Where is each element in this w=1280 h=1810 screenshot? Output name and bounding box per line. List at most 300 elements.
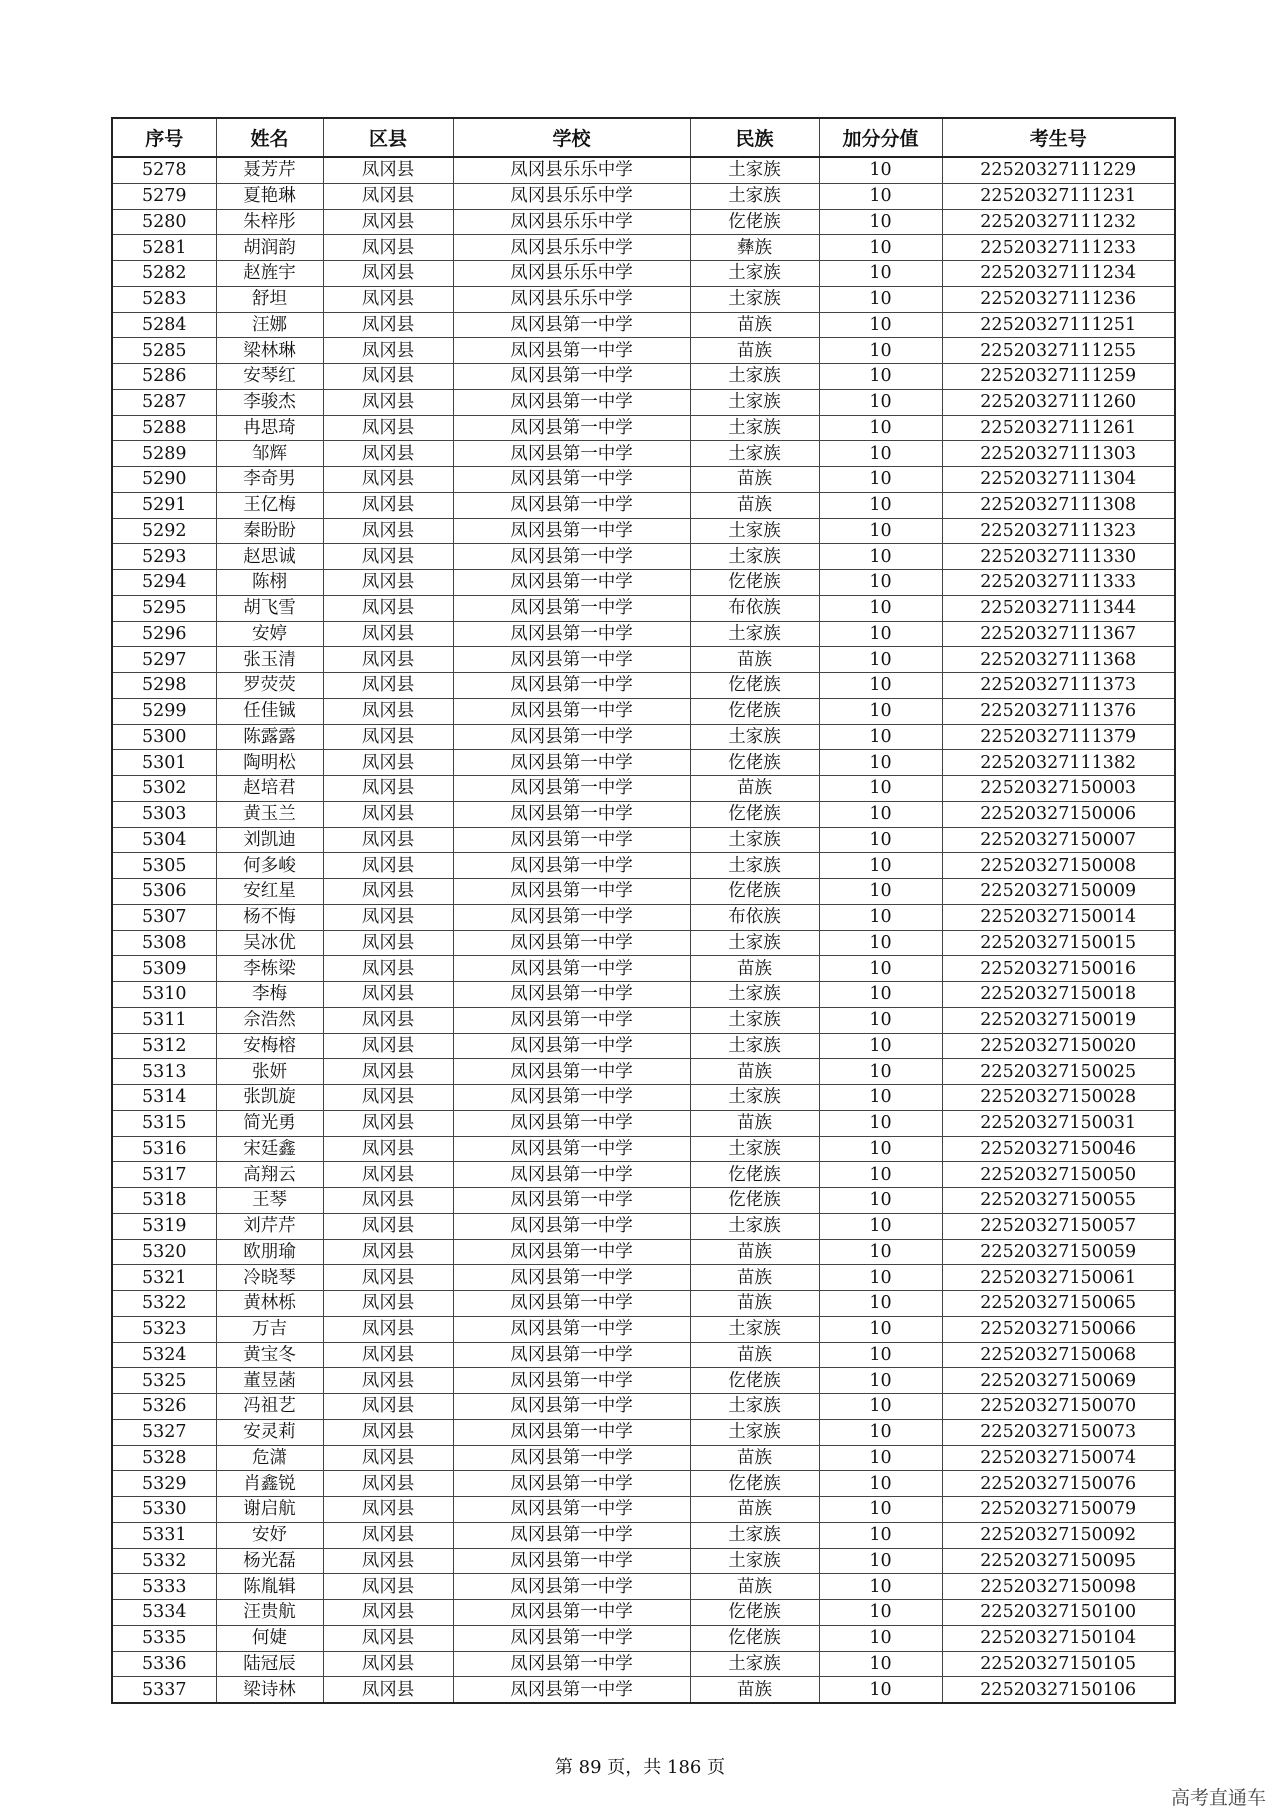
- cell-ethnicity: 仡佬族: [690, 1368, 819, 1394]
- cell-bonus-points: 10: [819, 1445, 942, 1471]
- cell-ethnicity: 苗族: [690, 956, 819, 982]
- cell-school: 凤冈县第一中学: [453, 827, 690, 853]
- cell-name: 赵旌宇: [216, 261, 323, 287]
- cell-county: 凤冈县: [323, 338, 453, 364]
- cell-name: 李梅: [216, 982, 323, 1008]
- table-row: [112, 1677, 1175, 1703]
- table-body: [112, 157, 1175, 1703]
- cell-exam-id: 22520327150003: [942, 776, 1175, 802]
- table-row: [112, 1522, 1175, 1548]
- cell-name: 安婷: [216, 621, 323, 647]
- cell-bonus-points: 10: [819, 1548, 942, 1574]
- cell-county: 凤冈县: [323, 286, 453, 312]
- cell-bonus-points: 10: [819, 1574, 942, 1600]
- cell-name: 安梅榕: [216, 1033, 323, 1059]
- table-row: [112, 1368, 1175, 1394]
- cell-ethnicity: 土家族: [690, 1316, 819, 1342]
- cell-school: 凤冈县第一中学: [453, 389, 690, 415]
- cell-bonus-points: 10: [819, 698, 942, 724]
- cell-name: 陆冠辰: [216, 1651, 323, 1677]
- cell-exam-id: 22520327150050: [942, 1162, 1175, 1188]
- cell-exam-id: 22520327111236: [942, 286, 1175, 312]
- cell-ethnicity: 仡佬族: [690, 698, 819, 724]
- cell-ethnicity: 土家族: [690, 157, 819, 183]
- cell-exam-id: 22520327111367: [942, 621, 1175, 647]
- cell-ethnicity: 苗族: [690, 647, 819, 673]
- cell-ethnicity: 仡佬族: [690, 1600, 819, 1626]
- table-row: [112, 570, 1175, 596]
- cell-name: 冯祖艺: [216, 1394, 323, 1420]
- cell-name: 胡润韵: [216, 235, 323, 261]
- cell-school: 凤冈县第一中学: [453, 1239, 690, 1265]
- cell-bonus-points: 10: [819, 621, 942, 647]
- table-row: [112, 1291, 1175, 1317]
- cell-school: 凤冈县第一中学: [453, 544, 690, 570]
- cell-county: 凤冈县: [323, 673, 453, 699]
- cell-bonus-points: 10: [819, 235, 942, 261]
- cell-bonus-points: 10: [819, 1213, 942, 1239]
- cell-ethnicity: 土家族: [690, 389, 819, 415]
- cell-exam-id: 22520327150076: [942, 1471, 1175, 1497]
- cell-ethnicity: 苗族: [690, 1239, 819, 1265]
- cell-ethnicity: 苗族: [690, 312, 819, 338]
- cell-bonus-points: 10: [819, 1316, 942, 1342]
- header-ethnicity: 民族: [690, 118, 819, 157]
- cell-index: 5281: [112, 235, 216, 261]
- cell-school: 凤冈县第一中学: [453, 930, 690, 956]
- cell-exam-id: 22520327111368: [942, 647, 1175, 673]
- cell-name: 黄宝冬: [216, 1342, 323, 1368]
- cell-ethnicity: 苗族: [690, 467, 819, 493]
- cell-exam-id: 22520327111229: [942, 157, 1175, 183]
- cell-ethnicity: 苗族: [690, 1265, 819, 1291]
- cell-index: 5315: [112, 1110, 216, 1136]
- cell-exam-id: 22520327111323: [942, 518, 1175, 544]
- cell-bonus-points: 10: [819, 1497, 942, 1523]
- cell-index: 5313: [112, 1059, 216, 1085]
- cell-ethnicity: 布依族: [690, 904, 819, 930]
- cell-county: 凤冈县: [323, 1651, 453, 1677]
- cell-ethnicity: 苗族: [690, 1677, 819, 1703]
- cell-exam-id: 22520327111333: [942, 570, 1175, 596]
- cell-bonus-points: 10: [819, 1651, 942, 1677]
- table-row: [112, 904, 1175, 930]
- cell-name: 梁诗林: [216, 1677, 323, 1703]
- cell-school: 凤冈县第一中学: [453, 1651, 690, 1677]
- cell-county: 凤冈县: [323, 467, 453, 493]
- cell-county: 凤冈县: [323, 1265, 453, 1291]
- cell-index: 5323: [112, 1316, 216, 1342]
- cell-county: 凤冈县: [323, 1497, 453, 1523]
- cell-index: 5280: [112, 209, 216, 235]
- cell-school: 凤冈县第一中学: [453, 724, 690, 750]
- cell-exam-id: 22520327111233: [942, 235, 1175, 261]
- cell-exam-id: 22520327150070: [942, 1394, 1175, 1420]
- cell-name: 吴冰优: [216, 930, 323, 956]
- cell-exam-id: 22520327111382: [942, 750, 1175, 776]
- cell-school: 凤冈县第一中学: [453, 1625, 690, 1651]
- cell-bonus-points: 10: [819, 1291, 942, 1317]
- cell-bonus-points: 10: [819, 1419, 942, 1445]
- cell-school: 凤冈县第一中学: [453, 1059, 690, 1085]
- cell-county: 凤冈县: [323, 750, 453, 776]
- table-row: [112, 776, 1175, 802]
- cell-ethnicity: 土家族: [690, 261, 819, 287]
- table-row: [112, 698, 1175, 724]
- cell-school: 凤冈县第一中学: [453, 1110, 690, 1136]
- cell-school: 凤冈县第一中学: [453, 647, 690, 673]
- cell-exam-id: 22520327150073: [942, 1419, 1175, 1445]
- cell-school: 凤冈县第一中学: [453, 1162, 690, 1188]
- cell-name: 赵思诚: [216, 544, 323, 570]
- cell-exam-id: 22520327150008: [942, 853, 1175, 879]
- cell-index: 5296: [112, 621, 216, 647]
- cell-index: 5299: [112, 698, 216, 724]
- cell-ethnicity: 土家族: [690, 1394, 819, 1420]
- cell-name: 欧朋瑜: [216, 1239, 323, 1265]
- cell-ethnicity: 彝族: [690, 235, 819, 261]
- cell-index: 5304: [112, 827, 216, 853]
- cell-county: 凤冈县: [323, 621, 453, 647]
- table-row: [112, 492, 1175, 518]
- table-row: [112, 1471, 1175, 1497]
- table-row: [112, 801, 1175, 827]
- cell-bonus-points: 10: [819, 1239, 942, 1265]
- cell-exam-id: 22520327150092: [942, 1522, 1175, 1548]
- cell-county: 凤冈县: [323, 209, 453, 235]
- cell-name: 汪娜: [216, 312, 323, 338]
- cell-school: 凤冈县第一中学: [453, 1368, 690, 1394]
- cell-exam-id: 22520327111259: [942, 364, 1175, 390]
- cell-school: 凤冈县第一中学: [453, 1136, 690, 1162]
- cell-exam-id: 22520327111232: [942, 209, 1175, 235]
- cell-index: 5298: [112, 673, 216, 699]
- cell-county: 凤冈县: [323, 1342, 453, 1368]
- cell-county: 凤冈县: [323, 827, 453, 853]
- cell-index: 5307: [112, 904, 216, 930]
- cell-exam-id: 22520327150074: [942, 1445, 1175, 1471]
- cell-bonus-points: 10: [819, 724, 942, 750]
- cell-exam-id: 22520327111373: [942, 673, 1175, 699]
- cell-exam-id: 22520327111303: [942, 441, 1175, 467]
- cell-name: 安红星: [216, 879, 323, 905]
- cell-index: 5283: [112, 286, 216, 312]
- cell-bonus-points: 10: [819, 1471, 942, 1497]
- table-row: [112, 1316, 1175, 1342]
- cell-school: 凤冈县第一中学: [453, 1600, 690, 1626]
- cell-ethnicity: 土家族: [690, 1213, 819, 1239]
- cell-school: 凤冈县乐乐中学: [453, 286, 690, 312]
- cell-name: 简光勇: [216, 1110, 323, 1136]
- cell-name: 肖鑫锐: [216, 1471, 323, 1497]
- cell-exam-id: 22520327150055: [942, 1188, 1175, 1214]
- cell-county: 凤冈县: [323, 1574, 453, 1600]
- cell-exam-id: 22520327111308: [942, 492, 1175, 518]
- cell-bonus-points: 10: [819, 467, 942, 493]
- cell-name: 王亿梅: [216, 492, 323, 518]
- table-row: [112, 261, 1175, 287]
- cell-ethnicity: 土家族: [690, 1419, 819, 1445]
- cell-bonus-points: 10: [819, 261, 942, 287]
- cell-exam-id: 22520327111304: [942, 467, 1175, 493]
- table-row: [112, 1445, 1175, 1471]
- cell-name: 安妤: [216, 1522, 323, 1548]
- cell-name: 任佳铖: [216, 698, 323, 724]
- cell-name: 舒坦: [216, 286, 323, 312]
- table-row: [112, 827, 1175, 853]
- cell-school: 凤冈县第一中学: [453, 1419, 690, 1445]
- cell-name: 夏艳琳: [216, 183, 323, 209]
- cell-index: 5284: [112, 312, 216, 338]
- cell-exam-id: 22520327150065: [942, 1291, 1175, 1317]
- cell-school: 凤冈县第一中学: [453, 1213, 690, 1239]
- cell-index: 5295: [112, 595, 216, 621]
- cell-index: 5321: [112, 1265, 216, 1291]
- cell-index: 5301: [112, 750, 216, 776]
- cell-county: 凤冈县: [323, 1110, 453, 1136]
- cell-exam-id: 22520327150066: [942, 1316, 1175, 1342]
- cell-county: 凤冈县: [323, 1522, 453, 1548]
- cell-ethnicity: 土家族: [690, 1522, 819, 1548]
- cell-school: 凤冈县第一中学: [453, 698, 690, 724]
- cell-ethnicity: 布依族: [690, 595, 819, 621]
- table-row: [112, 621, 1175, 647]
- table-row: [112, 286, 1175, 312]
- cell-name: 陶明松: [216, 750, 323, 776]
- cell-index: 5308: [112, 930, 216, 956]
- cell-index: 5325: [112, 1368, 216, 1394]
- cell-bonus-points: 10: [819, 801, 942, 827]
- table-row: [112, 1394, 1175, 1420]
- cell-school: 凤冈县第一中学: [453, 364, 690, 390]
- table-row: [112, 1162, 1175, 1188]
- cell-name: 王琴: [216, 1188, 323, 1214]
- cell-school: 凤冈县第一中学: [453, 1677, 690, 1703]
- cell-county: 凤冈县: [323, 312, 453, 338]
- cell-county: 凤冈县: [323, 1316, 453, 1342]
- cell-index: 5314: [112, 1085, 216, 1111]
- cell-school: 凤冈县第一中学: [453, 1574, 690, 1600]
- cell-name: 安灵莉: [216, 1419, 323, 1445]
- cell-name: 宋廷鑫: [216, 1136, 323, 1162]
- cell-ethnicity: 仡佬族: [690, 1471, 819, 1497]
- cell-school: 凤冈县第一中学: [453, 673, 690, 699]
- table-row: [112, 879, 1175, 905]
- cell-bonus-points: 10: [819, 930, 942, 956]
- cell-ethnicity: 土家族: [690, 364, 819, 390]
- cell-county: 凤冈县: [323, 1059, 453, 1085]
- cell-ethnicity: 苗族: [690, 776, 819, 802]
- cell-index: 5318: [112, 1188, 216, 1214]
- table-row: [112, 312, 1175, 338]
- cell-index: 5316: [112, 1136, 216, 1162]
- table-row: [112, 209, 1175, 235]
- cell-school: 凤冈县第一中学: [453, 982, 690, 1008]
- cell-school: 凤冈县第一中学: [453, 750, 690, 776]
- cell-index: 5282: [112, 261, 216, 287]
- cell-ethnicity: 土家族: [690, 930, 819, 956]
- cell-county: 凤冈县: [323, 1548, 453, 1574]
- cell-bonus-points: 10: [819, 956, 942, 982]
- cell-ethnicity: 土家族: [690, 827, 819, 853]
- cell-school: 凤冈县第一中学: [453, 570, 690, 596]
- table-row: [112, 544, 1175, 570]
- cell-bonus-points: 10: [819, 776, 942, 802]
- cell-name: 何多峻: [216, 853, 323, 879]
- cell-school: 凤冈县第一中学: [453, 1471, 690, 1497]
- cell-county: 凤冈县: [323, 1368, 453, 1394]
- cell-exam-id: 22520327111344: [942, 595, 1175, 621]
- cell-school: 凤冈县第一中学: [453, 312, 690, 338]
- cell-exam-id: 22520327150028: [942, 1085, 1175, 1111]
- cell-school: 凤冈县第一中学: [453, 441, 690, 467]
- cell-name: 万吉: [216, 1316, 323, 1342]
- cell-county: 凤冈县: [323, 1033, 453, 1059]
- cell-school: 凤冈县第一中学: [453, 621, 690, 647]
- cell-bonus-points: 10: [819, 827, 942, 853]
- cell-school: 凤冈县第一中学: [453, 467, 690, 493]
- cell-school: 凤冈县乐乐中学: [453, 235, 690, 261]
- cell-index: 5331: [112, 1522, 216, 1548]
- table-row: [112, 364, 1175, 390]
- cell-name: 李骏杰: [216, 389, 323, 415]
- cell-county: 凤冈县: [323, 1213, 453, 1239]
- cell-school: 凤冈县第一中学: [453, 595, 690, 621]
- cell-county: 凤冈县: [323, 235, 453, 261]
- cell-school: 凤冈县第一中学: [453, 1342, 690, 1368]
- cell-bonus-points: 10: [819, 1162, 942, 1188]
- cell-ethnicity: 苗族: [690, 1445, 819, 1471]
- cell-name: 李奇男: [216, 467, 323, 493]
- cell-county: 凤冈县: [323, 982, 453, 1008]
- cell-index: 5289: [112, 441, 216, 467]
- cell-index: 5330: [112, 1497, 216, 1523]
- cell-ethnicity: 苗族: [690, 1059, 819, 1085]
- cell-ethnicity: 土家族: [690, 1548, 819, 1574]
- cell-ethnicity: 土家族: [690, 183, 819, 209]
- cell-name: 梁林琳: [216, 338, 323, 364]
- cell-county: 凤冈县: [323, 724, 453, 750]
- cell-bonus-points: 10: [819, 286, 942, 312]
- cell-ethnicity: 土家族: [690, 1007, 819, 1033]
- cell-school: 凤冈县第一中学: [453, 1548, 690, 1574]
- cell-school: 凤冈县第一中学: [453, 1085, 690, 1111]
- cell-index: 5303: [112, 801, 216, 827]
- cell-school: 凤冈县第一中学: [453, 1291, 690, 1317]
- header-county: 区县: [323, 118, 453, 157]
- table-row: [112, 1600, 1175, 1626]
- cell-county: 凤冈县: [323, 261, 453, 287]
- cell-exam-id: 22520327111330: [942, 544, 1175, 570]
- watermark: 高考直通车: [1170, 1787, 1266, 1809]
- table-row: [112, 518, 1175, 544]
- cell-bonus-points: 10: [819, 1368, 942, 1394]
- cell-exam-id: 22520327150007: [942, 827, 1175, 853]
- cell-county: 凤冈县: [323, 956, 453, 982]
- cell-bonus-points: 10: [819, 1085, 942, 1111]
- cell-school: 凤冈县第一中学: [453, 1265, 690, 1291]
- table-row: [112, 235, 1175, 261]
- cell-exam-id: 22520327111376: [942, 698, 1175, 724]
- cell-name: 谢启航: [216, 1497, 323, 1523]
- cell-school: 凤冈县第一中学: [453, 415, 690, 441]
- cell-index: 5333: [112, 1574, 216, 1600]
- table-row: [112, 1548, 1175, 1574]
- cell-ethnicity: 土家族: [690, 544, 819, 570]
- cell-name: 董昱菡: [216, 1368, 323, 1394]
- cell-exam-id: 22520327111379: [942, 724, 1175, 750]
- cell-county: 凤冈县: [323, 801, 453, 827]
- cell-index: 5291: [112, 492, 216, 518]
- cell-bonus-points: 10: [819, 570, 942, 596]
- cell-exam-id: 22520327150014: [942, 904, 1175, 930]
- table-row: [112, 338, 1175, 364]
- cell-exam-id: 22520327150018: [942, 982, 1175, 1008]
- cell-name: 安琴红: [216, 364, 323, 390]
- cell-bonus-points: 10: [819, 338, 942, 364]
- cell-exam-id: 22520327150068: [942, 1342, 1175, 1368]
- cell-county: 凤冈县: [323, 1291, 453, 1317]
- cell-county: 凤冈县: [323, 1394, 453, 1420]
- table-row: [112, 389, 1175, 415]
- cell-name: 陈栩: [216, 570, 323, 596]
- cell-bonus-points: 10: [819, 441, 942, 467]
- cell-name: 冷晓琴: [216, 1265, 323, 1291]
- cell-ethnicity: 苗族: [690, 1110, 819, 1136]
- table-row: [112, 1342, 1175, 1368]
- cell-county: 凤冈县: [323, 544, 453, 570]
- cell-ethnicity: 苗族: [690, 1574, 819, 1600]
- table-row: [112, 750, 1175, 776]
- table-row: [112, 956, 1175, 982]
- cell-name: 胡飞雪: [216, 595, 323, 621]
- cell-school: 凤冈县第一中学: [453, 904, 690, 930]
- cell-school: 凤冈县第一中学: [453, 518, 690, 544]
- cell-bonus-points: 10: [819, 1059, 942, 1085]
- cell-exam-id: 22520327111260: [942, 389, 1175, 415]
- table-row: [112, 415, 1175, 441]
- cell-county: 凤冈县: [323, 1471, 453, 1497]
- table-row: [112, 1213, 1175, 1239]
- cell-index: 5278: [112, 157, 216, 183]
- cell-ethnicity: 仡佬族: [690, 1188, 819, 1214]
- cell-index: 5290: [112, 467, 216, 493]
- table-row: [112, 1033, 1175, 1059]
- cell-ethnicity: 苗族: [690, 1342, 819, 1368]
- header-row: [112, 118, 1175, 157]
- cell-exam-id: 22520327111261: [942, 415, 1175, 441]
- cell-index: 5287: [112, 389, 216, 415]
- table-row: [112, 647, 1175, 673]
- cell-ethnicity: 仡佬族: [690, 209, 819, 235]
- cell-exam-id: 22520327150095: [942, 1548, 1175, 1574]
- cell-index: 5326: [112, 1394, 216, 1420]
- cell-index: 5292: [112, 518, 216, 544]
- cell-bonus-points: 10: [819, 673, 942, 699]
- cell-bonus-points: 10: [819, 1007, 942, 1033]
- cell-school: 凤冈县第一中学: [453, 776, 690, 802]
- cell-name: 刘芹芹: [216, 1213, 323, 1239]
- cell-school: 凤冈县第一中学: [453, 801, 690, 827]
- cell-county: 凤冈县: [323, 1085, 453, 1111]
- cell-school: 凤冈县第一中学: [453, 1188, 690, 1214]
- cell-index: 5305: [112, 853, 216, 879]
- cell-county: 凤冈县: [323, 364, 453, 390]
- cell-county: 凤冈县: [323, 904, 453, 930]
- cell-ethnicity: 苗族: [690, 1291, 819, 1317]
- header-name: 姓名: [216, 118, 323, 157]
- cell-index: 5293: [112, 544, 216, 570]
